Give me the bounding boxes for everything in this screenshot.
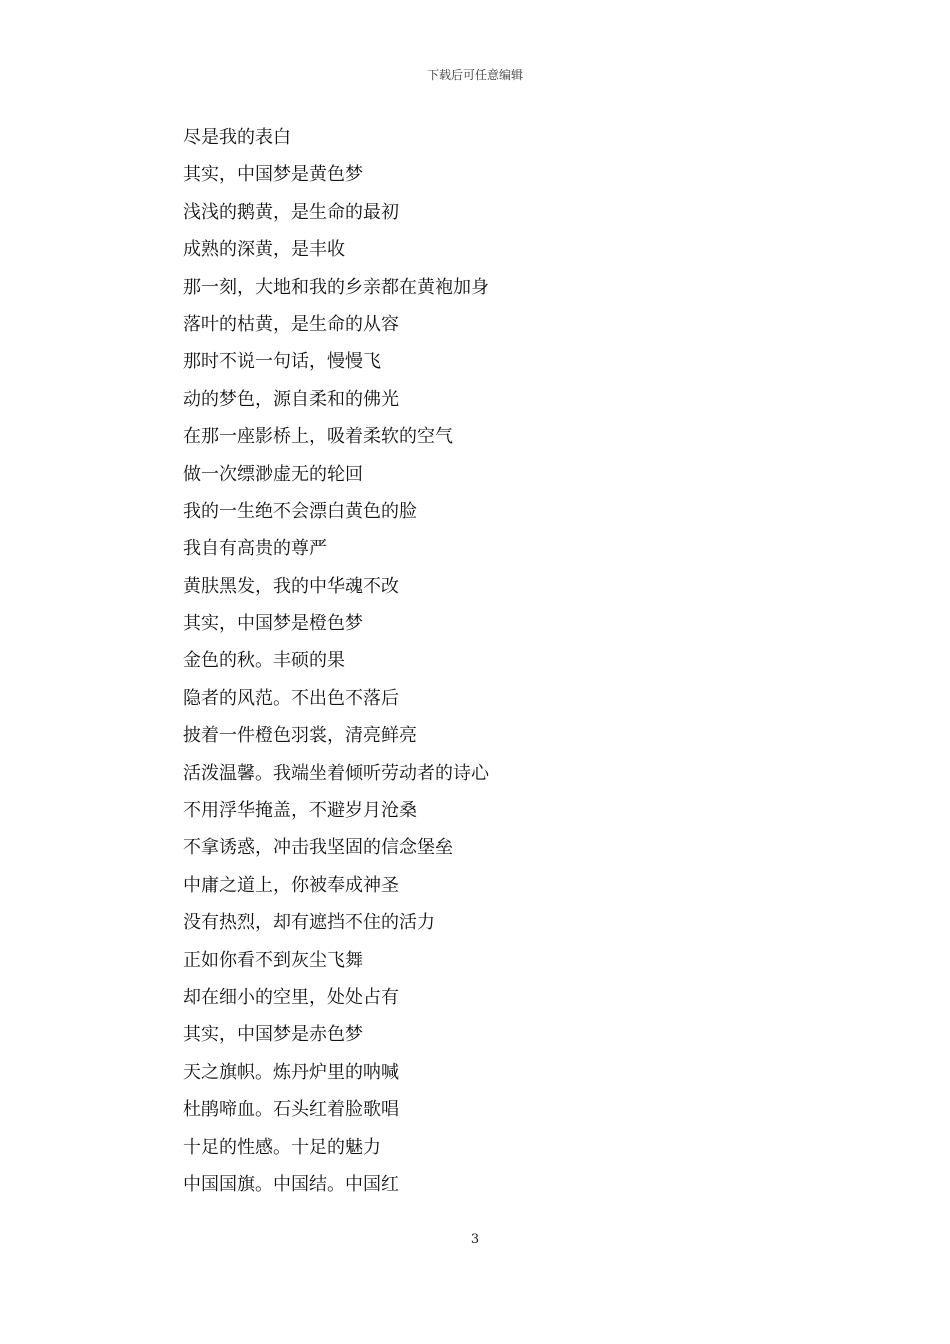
poem-line: 不拿诱惑，冲击我坚固的信念堡垒 <box>183 837 453 859</box>
poem-line: 动的梦色，源自柔和的佛光 <box>183 388 399 410</box>
poem-line: 我的一生绝不会漂白黄色的脸 <box>183 500 417 522</box>
poem-line: 其实，中国梦是黄色梦 <box>183 164 363 186</box>
poem-line: 没有热烈，却有遮挡不住的活力 <box>183 912 435 934</box>
poem-line: 那一刻，大地和我的乡亲都在黄袍加身 <box>183 276 489 298</box>
page-header: 下载后可任意编辑 <box>426 68 523 82</box>
poem-line: 其实，中国梦是赤色梦 <box>183 1024 363 1046</box>
poem-body <box>183 124 803 1208</box>
poem-line: 却在细小的空里，处处占有 <box>183 986 399 1008</box>
poem-line: 正如你看不到灰尘飞舞 <box>183 949 363 971</box>
poem-line: 金色的秋。丰硕的果 <box>183 650 345 672</box>
poem-line: 成熟的深黄，是丰收 <box>183 239 345 261</box>
poem-line: 黄肤黑发，我的中华魂不改 <box>183 575 399 597</box>
poem-line: 在那一座影桥上，吸着柔软的空气 <box>183 426 453 448</box>
poem-line: 落叶的枯黄，是生命的从容 <box>183 313 399 335</box>
poem-line: 天之旗帜。炼丹炉里的呐喊 <box>183 1061 399 1083</box>
poem-line: 十足的性感。十足的魅力 <box>183 1136 381 1158</box>
poem-line: 那时不说一句话，慢慢飞 <box>183 351 381 373</box>
poem-line: 杜鹃啼血。石头红着脸歌唱 <box>183 1099 399 1121</box>
poem-line: 隐者的风范。不出色不落后 <box>183 687 399 709</box>
poem-line: 中国国旗。中国结。中国红 <box>183 1173 399 1195</box>
poem-line: 浅浅的鹅黄，是生命的最初 <box>183 201 399 223</box>
poem-line: 中庸之道上，你被奉成神圣 <box>183 874 399 896</box>
poem-line: 做一次缥渺虚无的轮回 <box>183 463 363 485</box>
poem-line: 披着一件橙色羽裳，清亮鲜亮 <box>183 725 417 747</box>
poem-line: 我自有高贵的尊严 <box>183 538 327 560</box>
poem-line: 尽是我的表白 <box>183 127 291 148</box>
poem-line: 活泼温馨。我端坐着倾听劳动者的诗心 <box>183 762 489 784</box>
poem-line: 其实，中国梦是橙色梦 <box>183 613 363 635</box>
page-number: 3 <box>470 1232 480 1247</box>
poem-line: 不用浮华掩盖，不避岁月沧桑 <box>183 800 417 822</box>
